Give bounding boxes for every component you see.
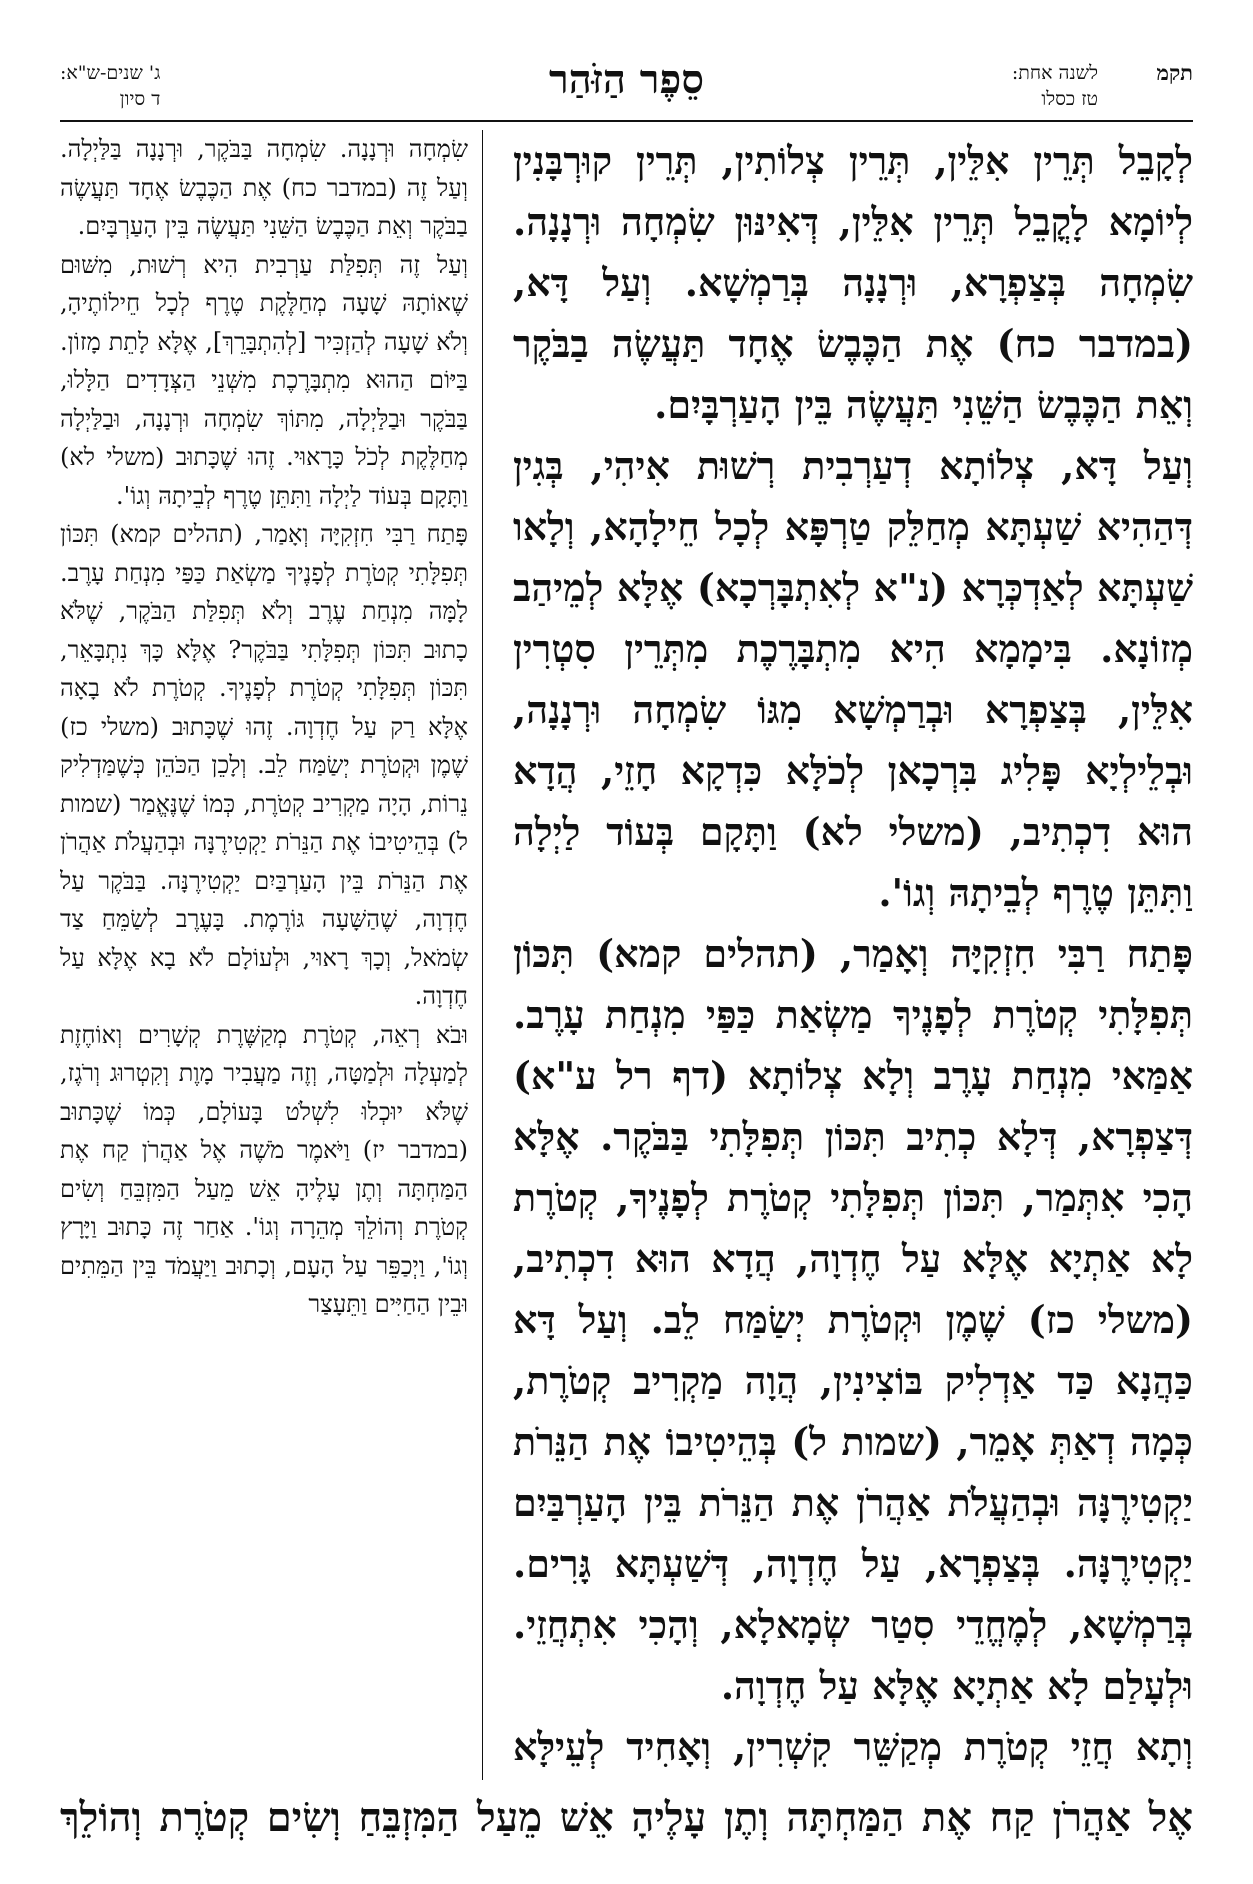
- commentary-column: [60, 130, 468, 1785]
- main-paragraph: וְתָא חֲזֵי קְטֹרֶת מְקַשֵּׁר קִשְׁרִין, וְאָחִיד לְעֵילָּא: [513, 1724, 1193, 1769]
- cycle-label: ג' שנים-ש"א:: [60, 62, 161, 84]
- cycle-date: ד סיון: [119, 88, 161, 110]
- main-text-column: [513, 130, 1193, 1785]
- cycle-date: טז כסלו: [1041, 88, 1098, 110]
- header-rule: [60, 120, 1193, 122]
- bottom-full-width-line: אֶל אַהֲרֹן קַח אֶת הַמַּחְתָּה וְתֶן עָלֶיהָ אֵשׁ מֵעַל הַמִּזְבֵּחַ וְשִׂים קְטֹרֶת וְהוֹלֵךְ: [60, 1794, 1193, 1841]
- main-paragraph: וְעַל דָּא, צְלוֹתָא דְעַרְבִית רְשׁוּת אִיהִי, בְּגִין דְּהַהִיא שַׁעְתָּא מְחַלֵּק טַרְפָּא לְכָל חֵילָהָא, וְלָאו שַׁעְתָּא לְאַדְכְּרָא (נ"א לְאִתְבָּרְכָא) אֶלָּא לְמֵיהַב מְזוֹנָא. בִּימָמָא הִיא מִתְבָּרֶכֶת מִתְּרֵין סִטְרִין אִלֵּין, בְּצַפְרָא וּבְרַמְשָׁא מִגּוֹ שִׂמְחָה וּרְנָנָה, וּבְלֵילְיָא פָּלִיג בִּרְכָאן לְכֹלָּא כִּדְקָא חָזֵי, הֲדָא הוּא דִכְתִיב, (משלי לא) וַתָּקָם בְּעוֹד לַיְלָה וַתִּתֵּן טֶרֶף לְבֵיתָהּ וְגוֹ'.: [513, 443, 1193, 915]
- column-divider: [482, 130, 483, 1780]
- main-paragraph: פָּתַח רַבִּי חִזְקִיָּה וְאָמַר, (תהלים קמא) תִּכּוֹן תְּפִלָּתִי קְטֹרֶת לְפָנֶיךָ מַשְׂאַת כַּפַּי מִנְחַת עָרֶב. אַמַּאי מִנְחַת עָרֶב וְלָא צְלוֹתָא (דף רל ע"א) דְּצַפְרָא, דְּלָא כְתִיב תִּכּוֹן תְּפִלָּתִי בַּבֹּקֶר. אֶלָּא הָכִי אִתְּמַר, תִּכּוֹן תְּפִלָּתִי קְטֹרֶת לְפָנֶיךָ, קְטֹרֶת לָא אַתְיָא אֶלָּא עַל חֶדְוָה, הֲדָא הוּא דִכְתִיב, (משלי כז) שֶׁמֶן וּקְטֹרֶת יְשַׂמַּח לֵב. וְעַל דָּא כַּהֲנָא כַּד אַדְלִיק בּוֹצִינִין, הֲוָה מַקְרִיב קְטֹרֶת, כְּמָה דְאַתְּ אָמֵר, (שמות ל) בְּהֵיטִיבוֹ אֶת הַנֵּרֹת יַקְטִירֶנָּה וּבְהַעֲלֹת אַהֲרֹן אֶת הַנֵּרֹת בֵּין הָעַרְבַּיִם יַקְטִירֶנָּה. בְּצַפְרָא, עַל חֶדְוָה, דְּשַׁעְתָּא גָּרִים. בְּרַמְשָׁא, לְמֶחֱדֵי סִטַר שְׂמָאלָא, וְהָכִי אִתְחֲזֵי. וּלְעָלַם לָא אַתְיָא אֶלָּא עַל חֶדְוָה.: [513, 931, 1193, 1708]
- cycle-label: לשנה אחת:: [1011, 62, 1098, 84]
- commentary-paragraph: וְעַל זֶה תְּפִלַּת עַרְבִית הִיא רְשׁוּת, מִשּׁוּם שֶׁאוֹתָהּ שָׁעָה מְחַלֶּקֶת טֶרֶף לְכָל חֵילוֹתֶיהָ, וְלֹא שָׁעָה לְהַזְכִּיר [לְהִתְבָּרֵךְ], אֶלָּא לָתֵת מָזוֹן. בַּיּוֹם הַהוּא מִתְבָּרֶכֶת מִשְּׁנֵי הַצְּדָדִים הַלָּלוּ, בַּבֹּקֶר וּבַלַּיְלָה, מִתּוֹךְ שִׂמְחָה וּרְנָנָה, וּבַלַּיְלָה מְחַלֶּקֶת לְכֹל כָּרָאוּי. זֶהוּ שֶׁכָּתוּב (משלי לא) וַתָּקָם בְּעוֹד לַיְלָה וַתִּתֵּן טֶרֶף לְבֵיתָהּ וְגוֹ'.: [60, 250, 468, 510]
- page-number: תקמ: [1156, 60, 1193, 85]
- commentary-paragraph: פָּתַח רַבִּי חִזְקִיָּה וְאָמַר, (תהלים קמא) תִּכּוֹן תְּפִלָּתִי קְטֹרֶת לְפָנֶיךָ מַשְׂאַת כַּפַּי מִנְחַת עָרֶב. לָמָּה מִנְחַת עֶרֶב וְלֹא תְּפִלַּת הַבֹּקֶר, שֶׁלֹּא כָתוּב תִּכּוֹן תְּפִלָּתִי בַּבֹּקֶר? אֶלָּא כָּךְ נִתְבָּאֵר, תִּכּוֹן תְּפִלָּתִי קְטֹרֶת לְפָנֶיךָ. קְטֹרֶת לֹא בָאָה אֶלָּא רַק עַל חֶדְוָה. זֶהוּ שֶׁכָּתוּב (משלי כז) שֶׁמֶן וּקְטֹרֶת יְשַׂמַּח לֵב. וְלָכֵן הַכֹּהֵן כְּשֶׁמַּדְלִיק נֵרוֹת, הָיָה מַקְרִיב קְטֹרֶת, כְּמוֹ שֶׁנֶּאֱמַר (שמות ל) בְּהֵיטִיבוֹ אֶת הַנֵּרֹת יַקְטִירֶנָּה וּבְהַעֲלֹת אַהֲרֹן אֶת הַנֵּרֹת בֵּין הָעַרְבַּיִם יַקְטִירֶנָּה. בַּבֹּקֶר עַל חֶדְוָה, שֶׁהַשָּׁעָה גּוֹרֶמֶת. בָּעֶרֶב לְשַׂמֵּחַ צַד שְׂמֹאל, וְכָךְ רָאוּי, וּלְעוֹלָם לֹא בָא אֶלָּא עַל חֶדְוָה.: [60, 520, 468, 1010]
- main-paragraph: לְקָבֵל תְּרֵין אִלֵּין, תְּרֵין צְלוֹתִין, תְּרֵין קוּרְבָּנִין לְיוֹמָא לָקֳבֵל תְּרֵין אִלֵּין, דְּאִינּוּן שִׂמְחָה וּרְנָנָה. שִׂמְחָה בְּצַפְרָא, וּרְנָנָה בְּרַמְשָׁא. וְעַל דָּא, (במדבר כח) אֶת הַכֶּבֶשׂ אֶחָד תַּעֲשֶׂה בַבֹּקֶר וְאֵת הַכֶּבֶשׂ הַשֵּׁנִי תַּעֲשֶׂה בֵּין הָעַרְבָּיִם.: [513, 138, 1193, 427]
- page-header: [60, 56, 1193, 122]
- commentary-paragraph: וּבֹא רְאֵה, קְטֹרֶת מְקַשֶּׁרֶת קְשָׁרִים וְאוֹחֶזֶת לְמַעְלָה וּלְמַטָּה, וְזֶה מַעֲבִיר מָוֶת וְקִטְרוּג וְרֹגֶז, שֶׁלֹּא יוּכְלוּ לִשְׁלֹט בָּעוֹלָם, כְּמוֹ שֶׁכָּתוּב (במדבר יז) וַיֹּאמֶר מֹשֶׁה אֶל אַהֲרֹן קַח אֶת הַמַּחְתָּה וְתֶן עָלֶיהָ אֵשׁ מֵעַל הַמִּזְבֵּחַ וְשִׂים קְטֹרֶת וְהוֹלֵךְ מְהֵרָה וְגוֹ'. אַחַר זֶה כָּתוּב וַיָּרָץ וְגוֹ', וַיְכַפֵּר עַל הָעָם, וְכָתוּב וַיַּעֲמֹד בֵּין הַמֵּתִים וּבֵין הַחַיִּים וַתֵּעָצַר: [60, 1020, 468, 1318]
- study-cycle-three-year: [60, 60, 160, 112]
- commentary-paragraph: שִׂמְחָה וּרְנָנָה. שִׂמְחָה בַּבֹּקֶר, וּרְנָנָה בַּלַּיְלָה. וְעַל זֶה (במדבר כח) אֶת הַכֶּבֶשׂ אֶחָד תַּעֲשֶׂה בַבֹּקֶר וְאֵת הַכֶּבֶשׂ הַשֵּׁנִי תַּעֲשֶׂה בֵּין הָעַרְבָּיִם.: [60, 135, 468, 240]
- book-title: סֵפֶר הַזֹּהַר: [549, 56, 704, 103]
